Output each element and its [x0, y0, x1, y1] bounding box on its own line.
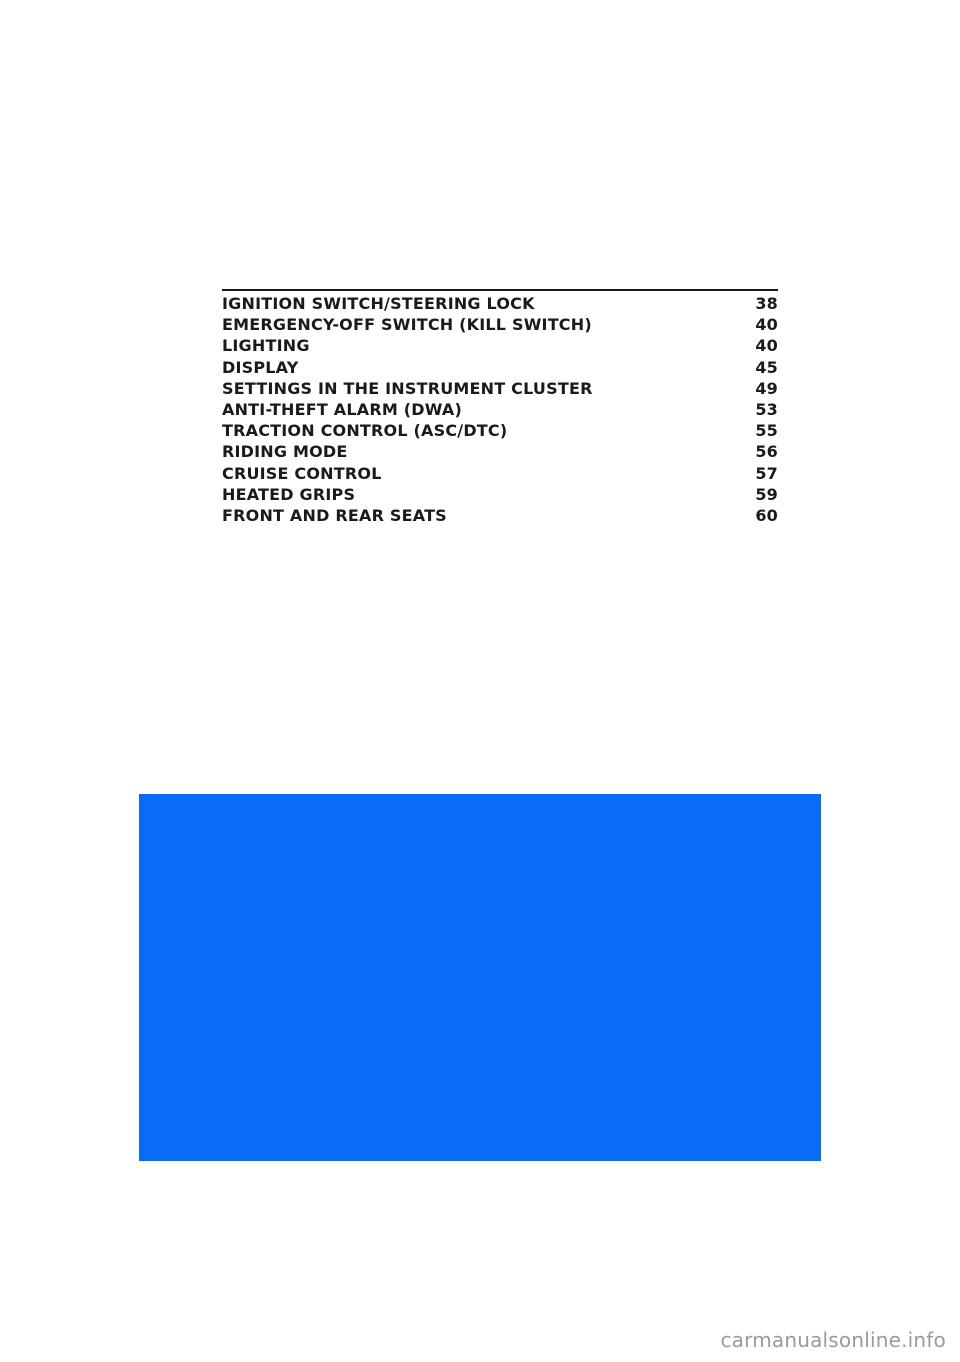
toc-entry-title: DISPLAY — [222, 357, 299, 377]
toc-entry-page: 55 — [755, 421, 778, 441]
toc-entry-page: 59 — [755, 484, 778, 504]
toc-entry-title: CRUISE CONTROL — [222, 463, 382, 483]
blue-panel — [139, 794, 821, 1161]
toc-entry-cruise-control[interactable] — [222, 463, 778, 484]
toc-entry-title: FRONT AND REAR SEATS — [222, 505, 447, 525]
toc-entry-title: RIDING MODE — [222, 442, 348, 462]
toc-entry-page: 45 — [755, 357, 778, 377]
watermark: carmanualsonline.info — [720, 1328, 946, 1352]
toc-entry-title: LIGHTING — [222, 336, 310, 356]
toc-entry-traction-control[interactable] — [222, 420, 778, 441]
toc-entry-page: 40 — [755, 336, 778, 356]
toc-entry-heated-grips[interactable] — [222, 484, 778, 505]
toc-entry-emergency-off-switch[interactable] — [222, 314, 778, 335]
toc-entry-page: 56 — [755, 442, 778, 462]
toc-entry-page: 40 — [755, 315, 778, 335]
toc-entry-page: 57 — [755, 463, 778, 483]
toc-entry-page: 49 — [755, 378, 778, 398]
toc-entry-lighting[interactable] — [222, 335, 778, 356]
toc-entry-title: ANTI-THEFT ALARM (DWA) — [222, 399, 462, 419]
toc-entry-ignition-switch[interactable] — [222, 293, 778, 314]
toc-entry-title: IGNITION SWITCH/STEERING LOCK — [222, 294, 535, 313]
toc-entry-riding-mode[interactable] — [222, 441, 778, 462]
table-of-contents — [222, 289, 778, 526]
toc-entry-title: TRACTION CONTROL (ASC/DTC) — [222, 421, 508, 441]
toc-entry-title: SETTINGS IN THE INSTRUMENT CLUSTER — [222, 378, 593, 398]
toc-entry-title: EMERGENCY-OFF SWITCH (KILL SWITCH) — [222, 315, 592, 335]
toc-entry-front-rear-seats[interactable] — [222, 505, 778, 526]
toc-entry-settings-instrument-cluster[interactable] — [222, 378, 778, 399]
toc-entry-page: 38 — [755, 294, 778, 313]
toc-entry-display[interactable] — [222, 357, 778, 378]
toc-entry-title: HEATED GRIPS — [222, 484, 356, 504]
toc-entry-page: 60 — [755, 505, 778, 525]
toc-entry-anti-theft-alarm[interactable] — [222, 399, 778, 420]
toc-entry-page: 53 — [755, 399, 778, 419]
